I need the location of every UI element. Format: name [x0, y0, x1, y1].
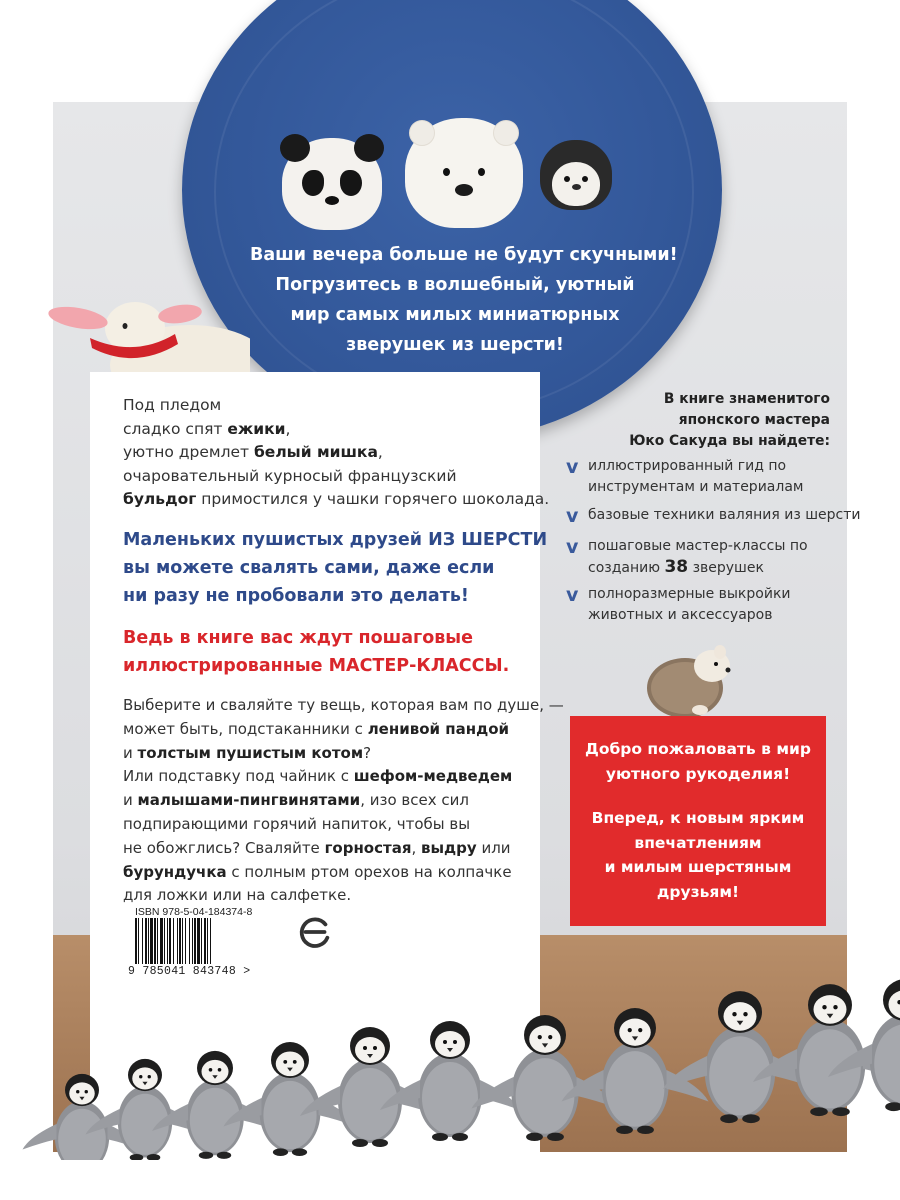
intro-line [123, 488, 550, 512]
barcode-digits: 9 785041 843748 > [128, 965, 251, 978]
feature-text: животных и аксессуаров [588, 607, 773, 623]
welcome-line: и милым шерстяным [604, 858, 792, 876]
right-heading [610, 389, 830, 452]
body-text: ? [363, 743, 372, 762]
body-text: подпирающими горячий напиток, чтобы вы [123, 814, 471, 833]
body-line [123, 837, 533, 861]
felt-panda-head [282, 138, 382, 230]
checkmark-icon: v [566, 456, 579, 478]
body-line [123, 813, 533, 837]
intro-text: Под пледом [123, 396, 222, 414]
blue-heading [123, 526, 548, 610]
welcome-line: Вперед, к новым ярким [591, 809, 805, 827]
checkmark-icon: v [566, 505, 579, 527]
body-line [123, 718, 533, 742]
intro-paragraph [123, 394, 550, 512]
welcome-text [570, 737, 826, 904]
welcome-line: друзьям! [656, 882, 740, 901]
body-line [123, 789, 533, 813]
right-heading-line: японского мастера [678, 412, 830, 428]
checkmark-icon: v [566, 584, 579, 606]
tagline-line-2: Погрузитесь в волшебный, уютный [275, 275, 635, 295]
welcome-spacer [570, 786, 826, 806]
body-bold: бурундучка [123, 862, 227, 881]
right-heading-line: В книге знаменитого [663, 391, 830, 407]
feature-number: 38 [664, 557, 689, 577]
blue-heading-line: ни разу не пробовали это делать! [123, 586, 469, 606]
welcome-line: уютного рукоделия! [605, 764, 791, 783]
body-text: с полным ртом орехов на колпачке [226, 862, 512, 881]
feature-text-part: зверушек [688, 560, 764, 576]
intro-text: , [285, 419, 291, 438]
tagline-line-4: зверушек из шерсти! [346, 335, 564, 355]
body-text: , [411, 838, 421, 857]
body-bold: выдру [421, 838, 477, 857]
intro-line [123, 465, 533, 489]
body-text: для ложки или на салфетке. [123, 886, 352, 905]
body-line [123, 861, 533, 885]
body-bold: малышами-пингвинятами [137, 791, 361, 810]
feature-text [588, 557, 808, 579]
intro-bold: ежики [227, 419, 286, 438]
body-bold: шефом-медведем [353, 767, 513, 786]
body-line [123, 765, 533, 789]
feature-text: полноразмерные выкройки [588, 586, 791, 602]
welcome-line: Добро пожаловать в мир [585, 740, 811, 758]
red-heading-line: иллюстрированные МАСТЕР-КЛАССЫ. [123, 656, 510, 676]
body-line [123, 884, 533, 908]
intro-text: сладко спят [123, 419, 228, 438]
tagline-line-1: Ваши вечера больше не будут скучными! [250, 245, 678, 265]
felt-hedgehog-image [640, 638, 740, 722]
body-text: может быть, подстаканники с [123, 719, 368, 738]
checkmark-icon: v [566, 536, 579, 558]
body-line [123, 742, 533, 766]
feature-text: базовые техники валяния из шерсти [588, 507, 861, 523]
body-bold: горностая [324, 838, 412, 857]
body-text: и [123, 791, 138, 810]
intro-text: очаровательный курносый французский [123, 466, 457, 485]
body-line [123, 694, 564, 718]
right-heading-line: Юко Сакуда вы найдете: [629, 433, 830, 449]
body-text: не обожглись? Сваляйте [123, 838, 325, 857]
felt-penguin [380, 1021, 520, 1141]
feature-text-part: созданию [588, 560, 665, 576]
body-text: и [123, 743, 138, 762]
body-text: Или подставку под чайник с [123, 767, 354, 786]
intro-line [123, 441, 533, 465]
body-bold: толстым пушистым котом [137, 743, 364, 762]
welcome-line: впечатлениям [634, 833, 762, 852]
red-heading-line: Ведь в книге вас ждут пошаговые [123, 628, 473, 648]
intro-text: , [377, 443, 383, 461]
tagline-line-3: мир самых милых миниатюрных [290, 305, 620, 325]
intro-bold: белый мишка [253, 443, 378, 461]
feature-text: пошаговые мастер-классы по [588, 538, 808, 554]
body-text: или [476, 838, 511, 857]
intro-bold: бульдог [123, 490, 197, 508]
body-bold: ленивой пандой [367, 719, 510, 738]
body-paragraph [123, 694, 564, 908]
intro-text: уютно дремлет [123, 443, 254, 461]
plate-tagline [250, 240, 678, 360]
body-text: Выберите и сваляйте ту вещь, которая вам по душе, — [123, 696, 564, 714]
intro-line [123, 418, 533, 442]
blue-heading-line: вы можете свалять сами, даже если [123, 558, 495, 578]
isbn-label: ISBN 978-5-04-184374-8 [135, 906, 253, 918]
body-text: , изо всех сил [360, 791, 469, 810]
intro-line [123, 394, 533, 418]
felt-penguins-row [0, 940, 900, 1160]
blue-heading-line: Маленьких пушистых друзей ИЗ ШЕРСТИ [123, 530, 548, 550]
red-heading [123, 624, 533, 680]
feature-text: инструментам и материалам [588, 479, 804, 495]
felt-polar-bear-head [405, 118, 523, 228]
intro-text: примостился у чашки горячего шоколада. [196, 490, 550, 508]
felt-penguin-head [540, 140, 612, 210]
feature-text: иллюстрированный гид по [588, 458, 787, 474]
